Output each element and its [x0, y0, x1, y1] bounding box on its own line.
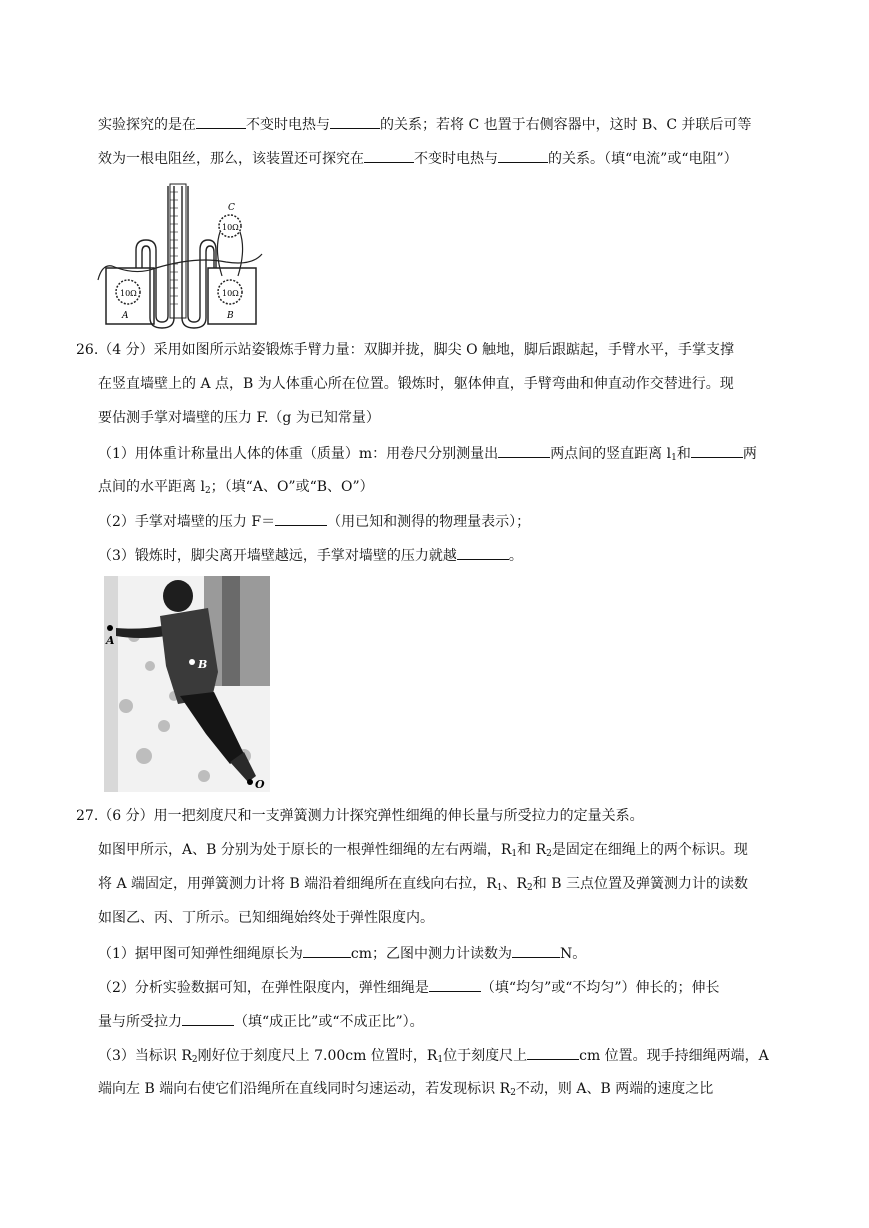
point-b-marker: [189, 659, 195, 665]
q27-stem-line-1: 27.（6 分）用一把刻度尺和一支弹簧测力计探究弹性细绳的伸长量与所受拉力的定量关系。: [76, 808, 644, 824]
q27-stem-line-4: 如图乙、丙、丁所示。已知细绳始终处于弹性限度内。: [98, 910, 434, 926]
q27-part-2: （2）分析实验数据可知，在弹性限度内，弹性细绳是 （填“均匀”或“不均匀”）伸长的；伸长: [98, 977, 720, 998]
point-o-marker: [247, 779, 253, 785]
q26-stem-line-3: 要估测手掌对墙壁的压力 F.（g 为已知常量）: [98, 410, 380, 426]
resistor-c-leads: [217, 232, 242, 276]
wall: [104, 576, 118, 792]
u-tube-right: [188, 186, 216, 322]
point-a-marker: [107, 625, 113, 631]
scale-ruler: [170, 184, 186, 318]
answer-blank[interactable]: [527, 1045, 579, 1060]
point-a-label: A: [106, 634, 115, 647]
answer-blank[interactable]: [303, 943, 351, 958]
answer-blank[interactable]: [429, 977, 481, 992]
q26-stem-line-2: 在竖直墙壁上的 A 点，B 为人体重心所在位置。锻炼时，躯体伸直，手臂弯曲和伸直动作交替进行。现: [98, 376, 734, 392]
circuit-wire: [98, 254, 262, 280]
answer-blank[interactable]: [182, 1011, 234, 1026]
q27-stem-line-2: 如图甲所示，A、B 分别为处于原长的一根弹性细绳的左右两端，$R_1$和 $R_2$是固定在细绳上的两个标识。现: [98, 842, 748, 859]
q27-part-1: （1）据甲图可知弹性细绳原长为 cm；乙图中测力计读数为 N。: [98, 943, 586, 964]
answer-blank[interactable]: [275, 511, 327, 526]
q26-part-1: （1）用体重计称量出人体的体重（质量）m：用卷尺分别测量出 两点间的竖直距离 $l_1$和 两: [98, 443, 757, 468]
answer-blank[interactable]: [330, 114, 380, 129]
answer-blank[interactable]: [691, 443, 743, 458]
resistor-c-label: 10Ω: [222, 223, 239, 232]
q25-text-line-2: 效为一根电阻丝，那么，该装置还可探究在 不变时电热与 的关系。（填“电流”或“电阻”）: [98, 148, 738, 169]
answer-blank[interactable]: [364, 148, 414, 163]
u-tube-left: [136, 186, 168, 322]
resistor-a-label: 10Ω: [120, 289, 137, 298]
answer-blank[interactable]: [498, 443, 550, 458]
resistor-b-label: 10Ω: [222, 289, 239, 298]
answer-blank[interactable]: [457, 545, 509, 560]
container-a-label: A: [122, 311, 129, 321]
point-b-label: B: [198, 658, 208, 671]
q26-part-1-cont: 点间的水平距离 $l_2$；（填“A、O”或“B、O”）: [98, 479, 374, 496]
q26-stem-line-1: 26.（4 分）采用如图所示站姿锻炼手臂力量：双脚并拢，脚尖 O 触地，脚后跟踮起，手臂水平，手掌支撑: [76, 342, 734, 358]
q26-part-3: （3）锻炼时，脚尖离开墙壁越远，手掌对墙壁的压力就越 。: [98, 545, 523, 566]
head: [163, 580, 193, 612]
q27-part-2-cont: 量与所受拉力 （填“成正比”或“不成正比”）。: [98, 1011, 424, 1032]
answer-blank[interactable]: [196, 114, 246, 129]
q26-part-2: （2）手掌对墙壁的压力 F＝ （用已知和测得的物理量表示）；: [98, 511, 530, 532]
q25-text-line-1: 实验探究的是在 不变时电热与 的关系；若将 C 也置于右侧容器中，这时 B、C 并联后可等: [98, 114, 752, 135]
wall-pushup-photo: [104, 576, 270, 792]
container-b-label: B: [227, 311, 234, 321]
q27-stem-line-3: 将 A 端固定，用弹簧测力计将 B 端沿着细绳所在直线向右拉，$R_1$、$R_2$和 B 三点位置及弹簧测力计的读数: [98, 876, 748, 893]
answer-blank[interactable]: [498, 148, 548, 163]
point-o-label: O: [255, 778, 265, 791]
answer-blank[interactable]: [512, 943, 560, 958]
joule-heat-apparatus-figure: [96, 180, 266, 330]
q27-part-3-cont: 端向左 B 端向右使它们沿绳所在直线同时匀速运动，若发现标识 $R_2$不动，则 A、B 两端的速度之比: [98, 1081, 714, 1098]
q27-part-3: （3）当标识 $R_2$刚好位于刻度尺上 7.00cm 位置时，$R_1$位于刻度尺上 cm 位置。现手持细绳两端，A: [98, 1045, 769, 1070]
resistor-c-letter: C: [228, 203, 235, 213]
